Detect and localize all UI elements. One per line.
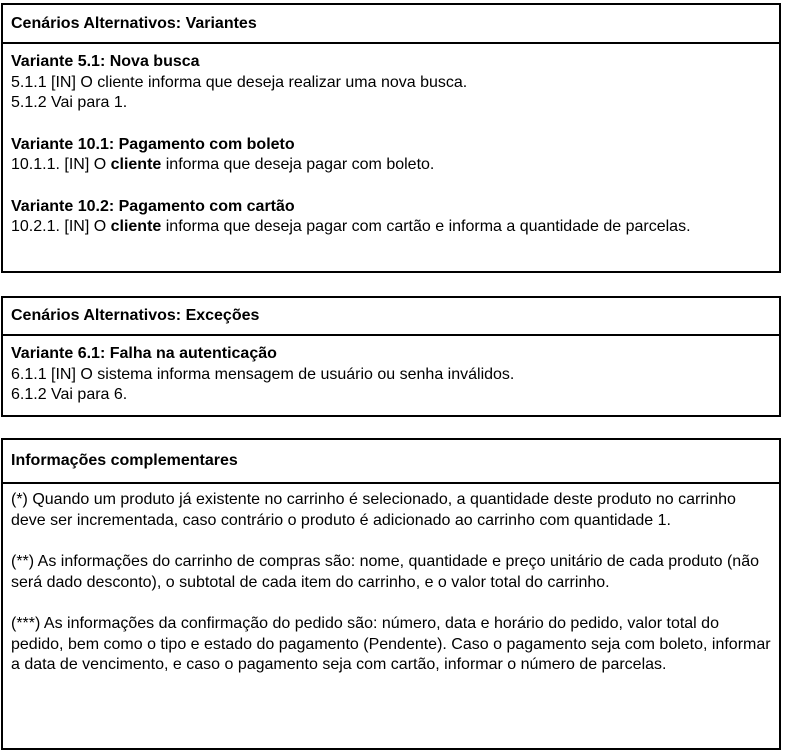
variant-6-1-step-1: 6.1.1 [IN] O sistema informa mensagem de usuário ou senha inválidos. bbox=[11, 365, 515, 383]
variant-10-2 bbox=[11, 197, 771, 238]
complementary-info-body bbox=[3, 484, 779, 676]
variants-section-body bbox=[3, 44, 779, 238]
variant-10-2-step-1-suffix: informa que deseja pagar com cartão e informa a quantidade de parcelas. bbox=[161, 218, 691, 235]
exceptions-section-body bbox=[3, 336, 779, 406]
variants-section-title: Cenários Alternativos: Variantes bbox=[3, 5, 779, 44]
variant-10-2-step-1-actor: cliente bbox=[110, 218, 162, 235]
variant-5-1 bbox=[11, 52, 771, 114]
variant-10-1-title: Variante 10.1: Pagamento com boleto bbox=[11, 135, 295, 153]
exceptions-section-title: Cenários Alternativos: Exceções bbox=[3, 298, 779, 336]
complementary-info-title: Informações complementares bbox=[3, 440, 779, 484]
info-note-1: (*) Quando um produto já existente no carrinho é selecionado, a quantidade deste produto no carrinho deve ser incrementada, caso contrário o produto é adicionado ao carrinho com quantidade 1. bbox=[11, 491, 736, 529]
variant-10-1-step-1 bbox=[11, 155, 771, 176]
info-note-2: (**) As informações do carrinho de compras são: nome, quantidade e preço unitário de cada produto (não será dado desconto), o subtotal de cada item do carrinho, e o valor total do carrinho. bbox=[11, 553, 759, 591]
variants-section bbox=[1, 3, 781, 273]
variant-6-1 bbox=[11, 344, 771, 406]
variant-5-1-step-2: 5.1.2 Vai para 1. bbox=[11, 94, 128, 111]
variant-10-1 bbox=[11, 135, 771, 176]
variant-5-1-step-1: 5.1.1 [IN] O cliente informa que deseja realizar uma nova busca. bbox=[11, 73, 468, 91]
exceptions-section bbox=[1, 296, 781, 417]
variant-6-1-title: Variante 6.1: Falha na autenticação bbox=[11, 345, 277, 362]
variant-5-1-title: Variante 5.1: Nova busca bbox=[11, 53, 200, 70]
variant-10-1-step-1-actor: cliente bbox=[110, 156, 162, 173]
variant-10-2-title: Variante 10.2: Pagamento com cartão bbox=[11, 197, 295, 215]
variant-10-2-step-1-prefix: 10.2.1. [IN] O bbox=[11, 218, 111, 235]
variant-10-2-step-1 bbox=[11, 217, 771, 238]
variant-10-1-step-1-suffix: informa que deseja pagar com boleto. bbox=[161, 156, 435, 173]
info-note-3: (***) As informações da confirmação do pedido são: número, data e horário do pedido, valor total do pedido, bem como o tipo e estado do pagamento (Pendente). Caso o pagamento seja com boleto, informar a data de vencimento, e caso o pagamento seja com cartão, informar o número de parcelas. bbox=[11, 615, 771, 673]
variant-6-1-step-2: 6.1.2 Vai para 6. bbox=[11, 386, 128, 403]
variant-10-1-step-1-prefix: 10.1.1. [IN] O bbox=[11, 156, 111, 173]
complementary-info-section bbox=[1, 438, 781, 750]
